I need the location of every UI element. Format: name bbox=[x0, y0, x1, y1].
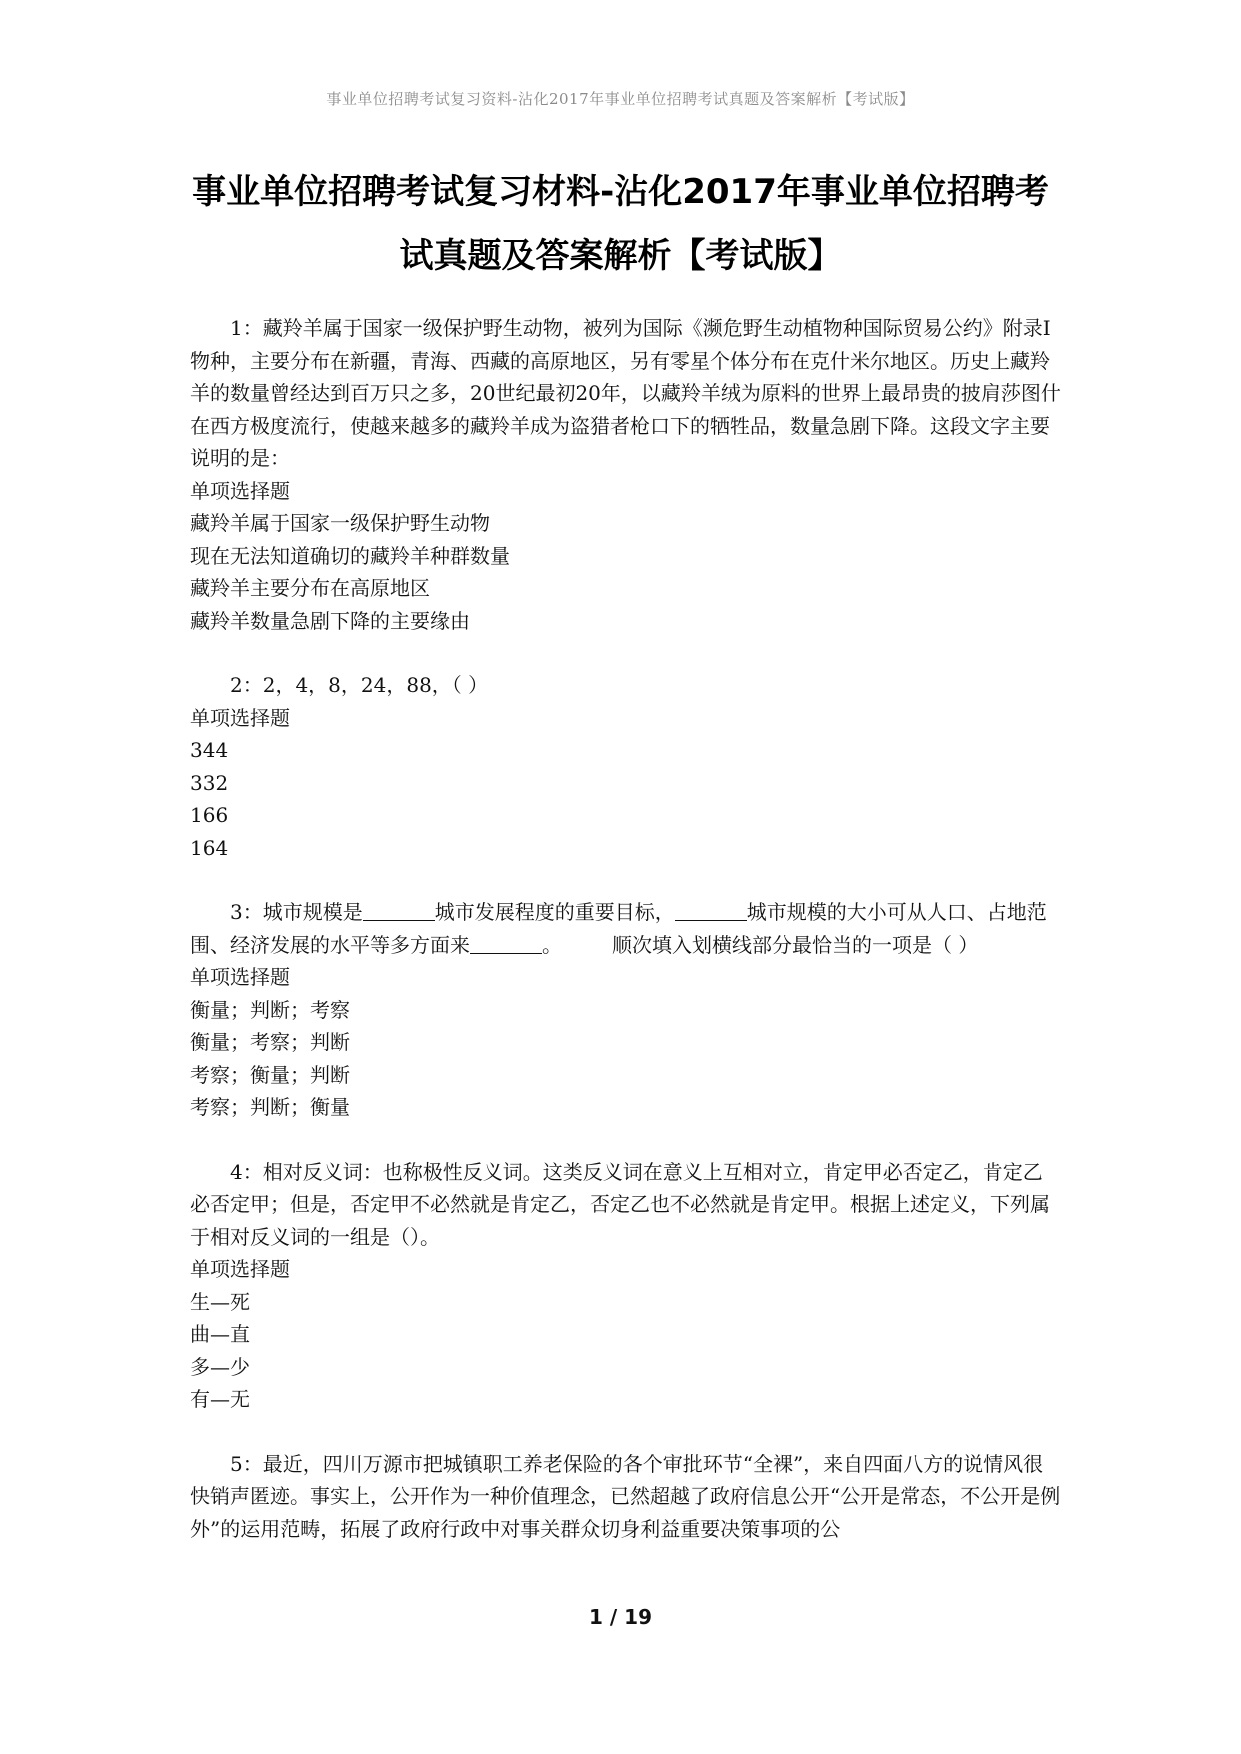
option: 考察；衡量；判断 bbox=[190, 1062, 350, 1087]
option: 藏羚羊数量急剧下降的主要缘由 bbox=[190, 608, 470, 633]
option: 藏羚羊主要分布在高原地区 bbox=[190, 576, 430, 600]
question-stem bbox=[190, 896, 1062, 961]
stem-part: 。 bbox=[542, 932, 562, 957]
title-line-1: 事业单位招聘考试复习材料-沾化2017年事业单位招聘考 bbox=[192, 172, 1049, 212]
question-type: 单项选择题 bbox=[190, 1257, 290, 1281]
question-5 bbox=[190, 1448, 1062, 1546]
option: 现在无法知道确切的藏羚羊种群数量 bbox=[190, 543, 510, 568]
running-header: 事业单位招聘考试复习资料-沾化2017年事业单位招聘考试真题及答案解析【考试版】 bbox=[326, 90, 915, 108]
option: 衡量；考察；判断 bbox=[190, 1030, 350, 1054]
option: 多—少 bbox=[190, 1354, 250, 1379]
stem-part: 城市发展程度的重要目标， bbox=[434, 900, 675, 924]
question-1 bbox=[190, 312, 1062, 637]
question-stem: 4：相对反义词：也称极性反义词。这类反义词在意义上互相对立，肯定甲必否定乙，肯定乙必否定甲；但是，否定甲不必然就是肯定乙，否定乙也不必然就是肯定甲。根据上述定义，下列属于相对反义词的一组是（）。 bbox=[190, 1159, 1050, 1249]
question-type: 单项选择题 bbox=[190, 478, 290, 503]
stem-part: 城市规模的大小可从人口、占地范围、经济发展的水平等多方面来 bbox=[190, 900, 1047, 957]
option: 344 bbox=[190, 738, 229, 762]
option: 曲—直 bbox=[190, 1322, 250, 1346]
option: 166 bbox=[190, 803, 229, 827]
question-stem: 1：藏羚羊属于国家一级保护野生动物，被列为国际《濒危野生动植物种国际贸易公约》附录Ⅰ物种，主要分布在新疆，青海、西藏的高原地区，另有零星个体分布在克什米尔地区。历史上藏羚羊的数量曾经达到百万只之多，20世纪最初20年，以藏羚羊绒为原料的世界上最昂贵的披肩莎图什在西方极度流行，使越来越多的藏羚羊成为盗猎者枪口下的牺牲品，数量急剧下降。这段文字主要说明的是： bbox=[190, 316, 1061, 470]
option: 332 bbox=[190, 770, 229, 795]
document-title bbox=[150, 160, 1091, 288]
fill-blank bbox=[675, 898, 747, 921]
question-stem: 5：最近，四川万源市把城镇职工养老保险的各个审批环节“全裸”，来自四面八方的说情风很快销声匿迹。事实上，公开作为一种价值理念，已然超越了政府信息公开“公开是常态，不公开是例外”的运用范畴，拓展了政府行政中对事关群众切身利益重要决策事项的公 bbox=[190, 1451, 1061, 1541]
stem-part: 顺次填入划横线部分最恰当的一项是（ ） bbox=[612, 932, 979, 957]
option: 藏羚羊属于国家一级保护野生动物 bbox=[190, 511, 490, 535]
stem-part: 3：城市规模是 bbox=[230, 900, 363, 924]
option: 考察；判断；衡量 bbox=[190, 1095, 350, 1119]
page-number: 1 / 19 bbox=[589, 1605, 652, 1629]
title-line-2: 试真题及答案解析【考试版】 bbox=[399, 236, 842, 276]
question-list bbox=[190, 312, 1062, 1577]
option: 有—无 bbox=[190, 1387, 250, 1411]
question-stem: 2：2，4，8，24，88，（ ） bbox=[230, 673, 489, 697]
question-type: 单项选择题 bbox=[190, 965, 290, 989]
option: 衡量；判断；考察 bbox=[190, 997, 350, 1022]
question-4 bbox=[190, 1156, 1062, 1416]
question-type: 单项选择题 bbox=[190, 705, 290, 730]
fill-blank bbox=[363, 898, 435, 921]
option: 164 bbox=[190, 835, 229, 860]
option: 生—死 bbox=[190, 1289, 250, 1314]
fill-blank bbox=[470, 931, 542, 954]
question-3 bbox=[190, 896, 1062, 1124]
question-2 bbox=[190, 669, 1062, 864]
